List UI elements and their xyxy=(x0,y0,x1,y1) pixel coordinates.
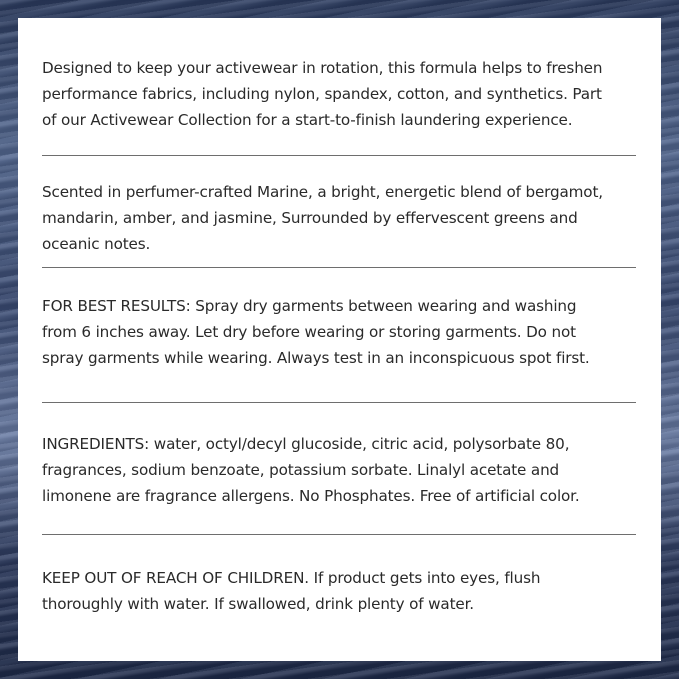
section-divider xyxy=(42,155,636,156)
text-line: FOR BEST RESULTS: Spray dry garments between wearing and washing xyxy=(42,297,577,315)
section-divider xyxy=(42,402,636,403)
text-line: INGREDIENTS: water, octyl/decyl glucoside, citric acid, polysorbate 80, xyxy=(42,435,570,453)
text-line: oceanic notes. xyxy=(42,235,151,253)
text-line: fragrances, sodium benzoate, potassium sorbate. Linalyl acetate and xyxy=(42,461,560,479)
text-line: Designed to keep your activewear in rotation, this formula helps to freshen xyxy=(42,59,603,77)
scent-description xyxy=(42,179,642,257)
text-line: spray garments while wearing. Always test in an inconspicuous spot first. xyxy=(42,349,590,367)
ingredients-list xyxy=(42,431,642,509)
text-line: limonene are fragrance allergens. No Phosphates. Free of artificial color. xyxy=(42,487,580,505)
product-info-card xyxy=(18,18,661,661)
product-description xyxy=(42,55,642,133)
usage-instructions xyxy=(42,293,642,371)
text-line: KEEP OUT OF REACH OF CHILDREN. If product gets into eyes, flush xyxy=(42,569,541,587)
safety-warning xyxy=(42,565,642,617)
text-line: of our Activewear Collection for a start-to-finish laundering experience. xyxy=(42,111,573,129)
text-line: thoroughly with water. If swallowed, drink plenty of water. xyxy=(42,595,474,613)
section-divider xyxy=(42,534,636,535)
text-line: mandarin, amber, and jasmine, Surrounded by effervescent greens and xyxy=(42,209,578,227)
text-line: from 6 inches away. Let dry before wearing or storing garments. Do not xyxy=(42,323,576,341)
text-line: performance fabrics, including nylon, spandex, cotton, and synthetics. Part xyxy=(42,85,602,103)
text-line: Scented in perfumer-crafted Marine, a bright, energetic blend of bergamot, xyxy=(42,183,603,201)
section-divider xyxy=(42,267,636,268)
